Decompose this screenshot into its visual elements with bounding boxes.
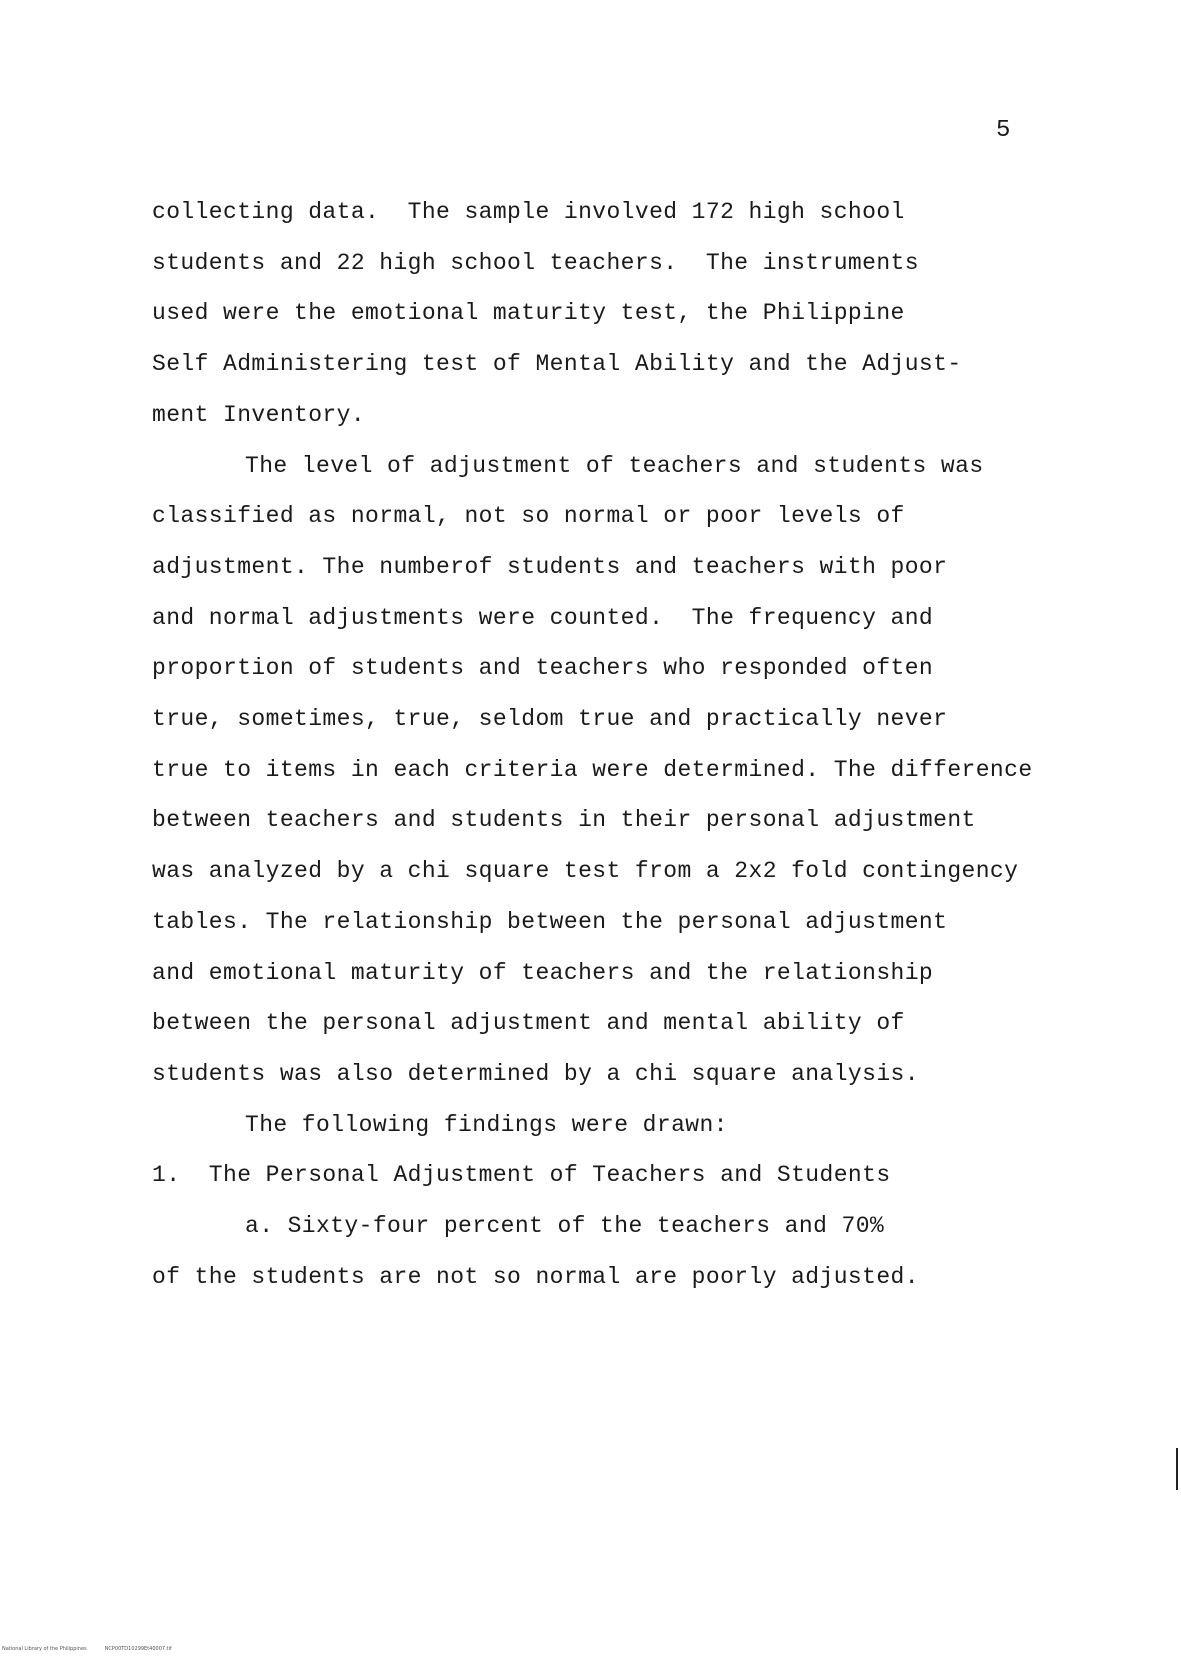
footer-file-id: NCP00TD10299Et40007.tif — [104, 1646, 172, 1652]
text-line: classified as normal, not so normal or poor levels of — [152, 503, 905, 530]
text-line: between teachers and students in their personal adjustment — [152, 807, 976, 834]
scan-footer — [2, 1646, 190, 1652]
text-line: true, sometimes, true, seldom true and practically never — [152, 706, 948, 733]
text-line: between the personal adjustment and mental ability of — [152, 1010, 905, 1037]
text-line: used were the emotional maturity test, the Philippine — [152, 300, 905, 327]
text-line: The level of adjustment of teachers and students was — [245, 452, 984, 479]
text-line: was analyzed by a chi square test from a 2x2 fold contingency — [152, 858, 1019, 885]
text-line: ment Inventory. — [152, 401, 366, 428]
text-line: tables. The relationship between the personal adjustment — [152, 908, 948, 935]
text-line: The following findings were drawn: — [245, 1111, 728, 1138]
footer-library: National Library of the Philippines — [2, 1646, 87, 1652]
text-line: and normal adjustments were counted. The frequency and — [152, 604, 934, 631]
text-line: of the students are not so normal are poorly adjusted. — [152, 1263, 919, 1290]
text-line: Self Administering test of Mental Ability and the Adjust- — [152, 351, 962, 378]
finding-heading: 1. The Personal Adjustment of Teachers and Students — [152, 1162, 891, 1189]
text-line: adjustment. The numberof students and teachers with poor — [152, 553, 948, 580]
scan-edge-mark — [1176, 1448, 1178, 1490]
text-line: a. Sixty-four percent of the teachers and 70% — [245, 1213, 885, 1240]
document-body — [152, 187, 1132, 1302]
text-line: students was also determined by a chi square analysis. — [152, 1060, 919, 1087]
text-line: students and 22 high school teachers. The instruments — [152, 249, 919, 276]
text-line: proportion of students and teachers who responded often — [152, 655, 934, 682]
page-number: 5 — [996, 117, 1011, 144]
text-line: true to items in each criteria were determined. The difference — [152, 756, 1033, 783]
text-line: and emotional maturity of teachers and the relationship — [152, 959, 934, 986]
text-line: collecting data. The sample involved 172 high school — [152, 199, 905, 225]
